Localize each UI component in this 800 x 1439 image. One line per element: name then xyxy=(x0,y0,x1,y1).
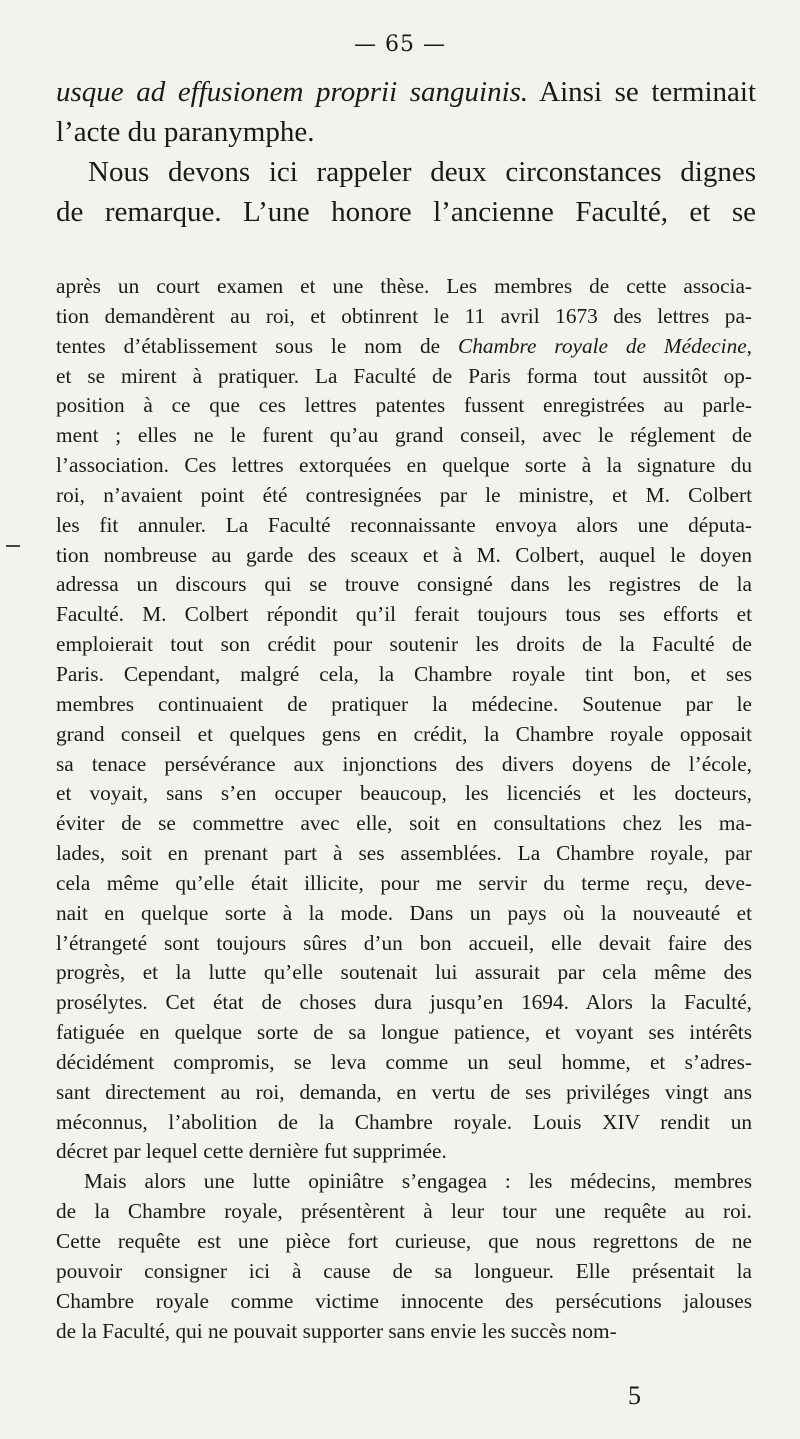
body-line: membres continuaient de pratiquer la médecine. Soutenue par le xyxy=(56,691,752,716)
margin-dash xyxy=(6,545,20,547)
body-line: et se mirent à pratiquer. La Faculté de Paris forma tout aussitôt op- xyxy=(56,363,752,388)
body-line: Paris. Cependant, malgré cela, la Chambre royale tint bon, et ses xyxy=(56,661,752,686)
body-line: tion demandèrent au roi, et obtinrent le 11 avril 1673 des lettres pa- xyxy=(56,303,752,328)
body-line: Faculté. M. Colbert répondit qu’il ferait toujours tous ses efforts et xyxy=(56,602,752,627)
body-line: tion nombreuse au garde des sceaux et à M. Colbert, auquel le doyen xyxy=(56,542,752,567)
body-line: l’association. Ces lettres extorquées en quelque sorte à la signature du xyxy=(56,453,752,478)
body-line: de la Faculté, qui ne pouvait supporter sans envie les succès nom- xyxy=(56,1318,617,1343)
body-line: éviter de se commettre avec elle, soit en consultations chez les ma- xyxy=(56,811,752,836)
body-line: Chambre royale comme victime innocente des persécutions jalouses xyxy=(56,1288,752,1313)
upper-line-1 xyxy=(56,72,756,112)
body-line: roi, n’avaient point été contresignées par le ministre, et M. Colbert xyxy=(56,482,752,507)
body-text-block xyxy=(56,272,752,1346)
signature-mark: 5 xyxy=(628,1381,641,1410)
body-line: méconnus, l’abolition de la Chambre royale. Louis XIV rendit un xyxy=(56,1109,752,1134)
body-line: prosélytes. Cet état de choses dura jusqu’en 1694. Alors la Faculté, xyxy=(56,990,752,1015)
institution-title: Chambre royale de Médecine xyxy=(457,333,747,358)
upper-text-block xyxy=(56,72,756,232)
body-line: nait en quelque sorte à la mode. Dans un pays où la nouveauté et xyxy=(56,900,752,925)
body-line: décidément compromis, se leva comme un seul homme, et s’adres- xyxy=(56,1049,752,1074)
body-line: tentes d’établissement sous le nom de Chambre royale de Médecine, xyxy=(56,333,752,358)
page-number: — 65 — xyxy=(354,32,446,57)
body-line: emploierait tout son crédit pour soutenir les droits de la Faculté de xyxy=(56,632,752,657)
body-line: Mais alors une lutte opiniâtre s’engagea : les médecins, membres xyxy=(84,1169,752,1194)
body-line: de la Chambre royale, présentèrent à leur tour une requête au roi. xyxy=(56,1199,752,1224)
body-line: grand conseil et quelques gens en crédit, la Chambre royale opposait xyxy=(56,721,752,746)
body-line: sa tenace persévérance aux injonctions des divers doyens de l’école, xyxy=(56,751,752,776)
body-line: pouvoir consigner ici à cause de sa longueur. Elle présentait la xyxy=(56,1258,752,1283)
body-line: décret par lequel cette dernière fut supprimée. xyxy=(56,1139,447,1164)
body-line: les fit annuler. La Faculté reconnaissante envoya alors une députa- xyxy=(56,512,752,537)
upper-line-1-tail: Ainsi se terminait xyxy=(539,76,756,108)
body-line: fatiguée en quelque sorte de sa longue patience, et voyant ses intérêts xyxy=(56,1020,752,1045)
body-line: ment ; elles ne le furent qu’au grand conseil, avec le réglement de xyxy=(56,423,752,448)
body-line: sant directement au roi, demanda, en vertu de ses priviléges vingt ans xyxy=(56,1079,752,1104)
body-line: adressa un discours qui se trouve consigné dans les registres de la xyxy=(56,572,752,597)
body-line: position à ce que ces lettres patentes fussent enregistrées au parle- xyxy=(56,393,752,418)
body-line: cela même qu’elle était illicite, pour me servir du terme reçu, deve- xyxy=(56,870,752,895)
upper-line-2: l’acte du paranymphe. xyxy=(56,116,315,148)
upper-line-3: Nous devons ici rappeler deux circonstances dignes xyxy=(88,156,756,188)
body-line: lades, soit en prenant part à ses assemblées. La Chambre royale, par xyxy=(56,841,752,866)
body-line: après un court examen et une thèse. Les membres de cette associa- xyxy=(56,274,752,298)
body-line: Cette requête est une pièce fort curieuse, que nous regrettons de ne xyxy=(56,1229,752,1253)
latin-quote: usque ad effusionem proprii sanguinis. xyxy=(56,76,529,108)
body-line: l’étrangeté sont toujours sûres d’un bon accueil, elle devait faire des xyxy=(56,930,752,955)
upper-line-4: de remarque. L’une honore l’ancienne Faculté, et se xyxy=(56,196,756,228)
body-line: et voyait, sans s’en occuper beaucoup, les licenciés et les docteurs, xyxy=(56,781,752,806)
body-line: progrès, et la lutte qu’elle soutenait lui assurait par cela même des xyxy=(56,960,752,985)
